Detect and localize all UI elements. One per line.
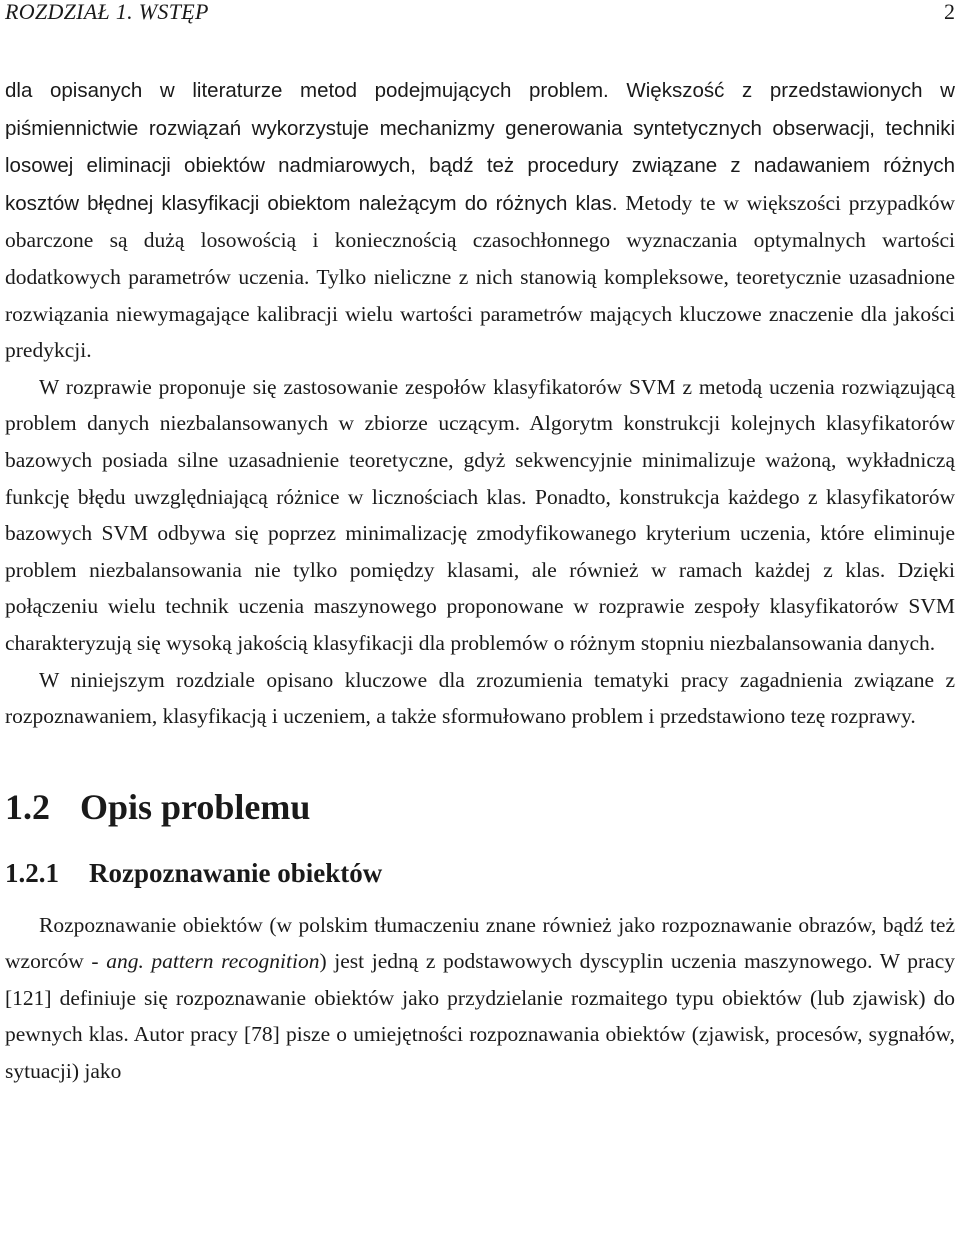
paragraph-pattern-recognition-part-2: ) jest jedną z podstawowych dyscyplin uczenia maszynowego. W pracy [121] definiuje się rozpoznawanie obiektów jako przydzielanie rozmaitego typu obiektów (lub zjawisk) do pewnych klas. Autor pracy [78] pisze o umiejętności rozpoznawania obiektów (zjawisk, procesów, sygnałów, sytuacji) jako <box>5 949 955 1084</box>
section-title: Opis problemu <box>80 786 311 827</box>
paragraph-pattern-recognition-part-1: Rozpoznawanie obiektów (w polskim tłumaczeniu znane również jako rozpoznawanie obrazów, bądź też wzorców - <box>5 912 955 974</box>
subsection-number: 1.2.1 <box>5 857 59 888</box>
paragraph-intro-part-1: dla opisanych w literaturze metod podejmujących problem. Większość z przedstawionych w piśmiennictwie rozwiązań wykorzystuje mechanizmy generowania syntetycznych obserwacji, techniki losowej eliminacji obiektów nadmiarowych, bądź też procedury związane z nadawaniem różnych kosztów błędnej klasyfikacji obiektom należącym do różnych klas. <box>5 79 955 215</box>
section-number: 1.2 <box>5 786 50 827</box>
paragraph-proposal: W rozprawie proponuje się zastosowanie zespołów klasyfikatorów SVM z metodą uczenia rozwiązującą problem danych niezbalansowanych w zbiorze uczącym. Algorytm konstrukcji kolejnych klasyfikatorów bazowych posiada silne uzasadnienie teoretyczne, gdyż sekwencyjnie minimalizuje ważoną, wykładniczą funkcję błędu uwzględniającą różnice w licznościach klas. Ponadto, konstrukcja każdego z klasyfikatorów bazowych SVM odbywa się poprzez minimalizację zmodyfikowanego kryterium uczenia, które eliminuje problem niezbalansowania nie tylko pomiędzy klasami, ale również w ramach każdej z klas. Dzięki połączeniu wielu technik uczenia maszynowego proponowane w rozprawie zespoły klasyfikatorów SVM charakteryzują się wysoką jakością klasyfikacji dla problemów o różnym stopniu niezbalansowania danych. <box>5 374 955 655</box>
page-number: 2 <box>944 0 955 24</box>
running-title: ROZDZIAŁ 1. WSTĘP <box>5 0 209 24</box>
paragraph-intro-part-2: Metody te w większości przypadków obarczone są dużą losowością i koniecznością czasochłonnego wyznaczania optymalnych wartości dodatkowych parametrów uczenia. Tylko nieliczne z nich stanowią kompleksowe, teoretycznie uzasadnione rozwiązania niewymagające kalibracji wielu wartości parametrów mających kluczowe znaczenie dla jakości predykcji. <box>5 190 955 363</box>
paragraph-pattern-recognition-term: ang. pattern recognition <box>106 949 320 974</box>
subsection-heading <box>5 853 955 893</box>
paragraph-intro <box>5 72 955 369</box>
paragraph-pattern-recognition <box>5 907 955 1090</box>
page-body <box>5 72 955 1090</box>
section-heading <box>5 783 955 831</box>
paragraph-chapter-outline: W niniejszym rozdziale opisano kluczowe dla zrozumienia tematyki pracy zagadnienia związane z rozpoznawaniem, klasyfikacją i uczeniem, a także sformułowano problem i przedstawiono tezę rozprawy. <box>5 667 955 729</box>
subsection-title: Rozpoznawanie obiektów <box>89 857 383 888</box>
running-header <box>5 0 955 28</box>
